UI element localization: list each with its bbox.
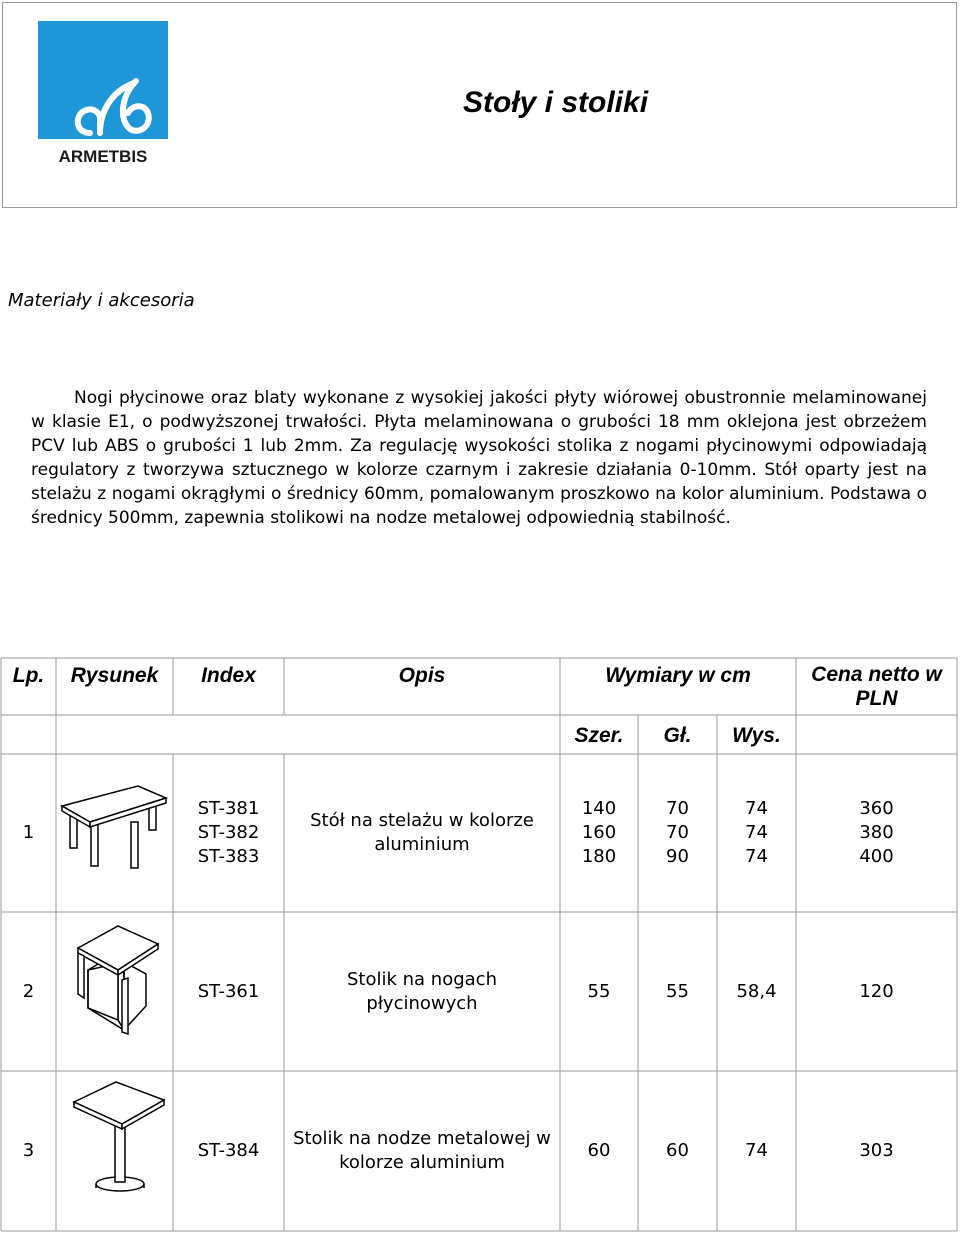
gl-value: 70 [666, 822, 689, 843]
row1-opis: Stół na stelażu w kolorze aluminium [310, 810, 534, 855]
cena-value: 360 [859, 798, 894, 819]
section-label: Materiały i akcesoria [8, 290, 195, 311]
szer-value: 160 [581, 822, 617, 843]
row2-szer: 55 [587, 980, 611, 1002]
col-header-cena: Cena netto w PLN [811, 663, 942, 710]
row1-gl [638, 754, 717, 912]
row3-szer: 60 [587, 1140, 611, 1161]
index-value: ST-382 [197, 822, 260, 843]
row2-cena: 120 [859, 980, 894, 1002]
row2-wys: 58,4 [736, 980, 777, 1002]
row3-opis: Stolik na nodze metalowej w kolorze aluminium [293, 1128, 551, 1173]
gl-value: 70 [666, 798, 689, 819]
row1-cena [796, 754, 957, 912]
armetbis-logo [38, 21, 168, 165]
row3-wys: 74 [745, 1140, 768, 1161]
row3-cena: 303 [859, 1140, 894, 1161]
index-value: ST-381 [197, 798, 260, 819]
row2-lp: 2 [22, 980, 35, 1002]
col-header-wymiary: Wymiary w cm [605, 664, 751, 687]
col-header-rysunek: Rysunek [70, 664, 159, 687]
page-title: Stoły i stoliki [463, 86, 649, 119]
szer-value: 180 [581, 846, 617, 867]
row3-index: ST-384 [197, 1140, 260, 1161]
szer-value: 140 [581, 798, 617, 819]
wys-value: 74 [745, 798, 768, 819]
row3-lp: 3 [22, 1140, 35, 1161]
pedestal-table-drawing [70, 1080, 170, 1200]
gl-value: 90 [666, 846, 689, 867]
description-paragraph: Nogi płycinowe oraz blaty wykonane z wysokiej jakości płyty wiórowej obustronnie melaminowanej w klasie E1, o podwyższonej trwałości. Płyta melaminowana o grubości 18 mm oklejona jest obrzeżem PCV lub ABS o grubości 1 lub 2mm. Za regulację wysokości stolika z nogami płycinowymi odpowiadają regulatory z tworzywa sztucznego w kolorze czarnym i zakresie działania 0-10mm. Stół oparty jest na stelażu z nogami okrągłymi o średnicy 60mm, pomalowanym proszkowo na kolor aluminium. Podstawa o średnicy 500mm, zapewnia stolikowi na nodze metalowej odpowiednią stabilność. [31, 388, 927, 528]
wys-value: 74 [745, 846, 768, 867]
cena-value: 380 [859, 822, 894, 843]
row1-szer [560, 754, 638, 912]
row1-lp: 1 [22, 822, 35, 843]
col-header-opis: Opis [398, 664, 446, 687]
col-header-wys: Wys. [732, 724, 781, 747]
panel-leg-table-drawing [74, 922, 164, 1040]
row2-gl: 55 [666, 980, 689, 1002]
cena-value: 400 [859, 846, 894, 867]
svg-text:ARMETBIS: ARMETBIS [58, 147, 148, 165]
col-header-gl: Gł. [663, 724, 692, 747]
row3-gl: 60 [666, 1140, 689, 1161]
col-header-index: Index [201, 664, 256, 687]
row1-index [173, 754, 284, 912]
col-header-lp: Lp. [12, 664, 45, 687]
col-header-szer: Szer. [574, 724, 624, 747]
index-value: ST-383 [197, 846, 260, 867]
table-on-frame-drawing [60, 782, 170, 882]
row1-wys [717, 754, 796, 912]
row2-index: ST-361 [197, 980, 260, 1002]
wys-value: 74 [745, 822, 768, 843]
row2-opis: Stolik na nogach płycinowych [347, 968, 497, 1014]
